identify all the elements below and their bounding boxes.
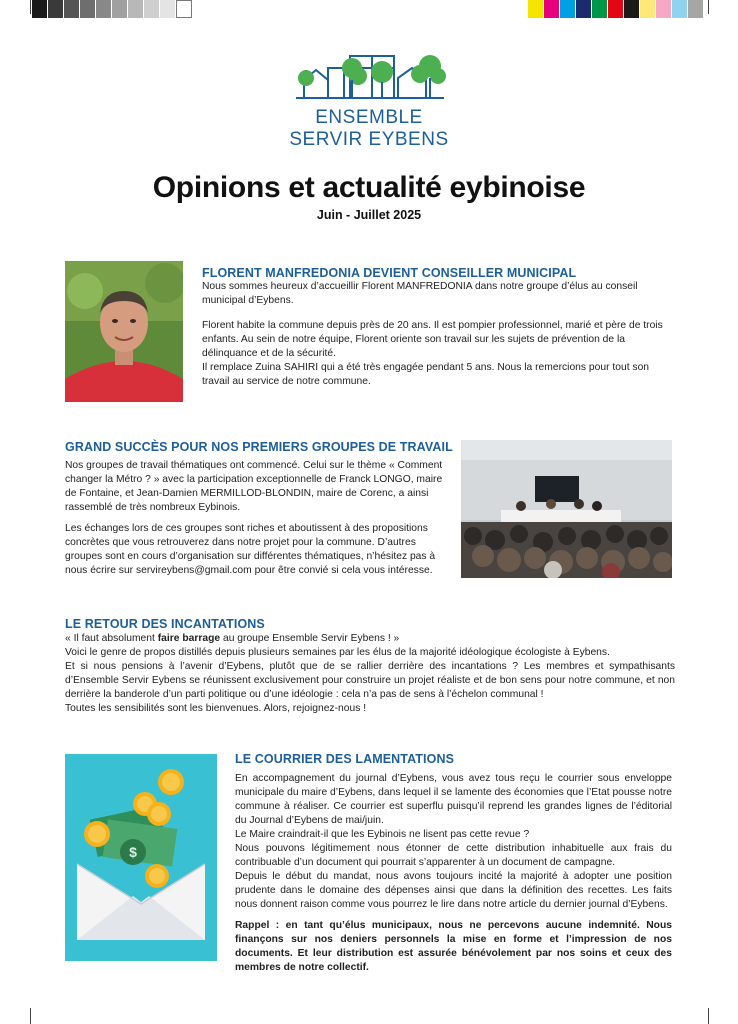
calibration-swatch bbox=[176, 0, 192, 18]
meeting-photo bbox=[461, 440, 672, 578]
calibration-swatch bbox=[688, 0, 704, 18]
calibration-swatch bbox=[160, 0, 176, 18]
section-body-florent bbox=[202, 280, 672, 389]
paragraph: Et si nous pensions à l’avenir d’Eybens, plutôt que de se rallier derrière des incantations ? Les membres et sympathisants d’Ensemble Servir Eybens se réunissent exclusivement pour construire un projet réaliste et de bon sens pour notre commune, et non derrière la banderole d’un parti politique ou d’une idéologie : cela n’a pas de sens à l’échelon communal ! bbox=[65, 661, 675, 700]
calibration-swatch bbox=[592, 0, 608, 18]
paragraph: Le Maire craindrait-il que les Eybinois ne lisent pas cette revue ? bbox=[235, 829, 530, 840]
grayscale-calibration-bar bbox=[32, 0, 192, 18]
calibration-swatch bbox=[672, 0, 688, 18]
logo-houses-trees-icon bbox=[292, 50, 448, 102]
crop-mark bbox=[30, 1008, 31, 1024]
paragraph: Voici le genre de propos distillés depuis plusieurs semaines par les élus de la majorité idéologique écologiste à Eybens. bbox=[65, 647, 610, 658]
page-title: Opinions et actualité eybinoise bbox=[152, 171, 586, 204]
calibration-swatch bbox=[144, 0, 160, 18]
calibration-swatch bbox=[96, 0, 112, 18]
quote-emphasis: faire barrage bbox=[157, 633, 221, 644]
section-heading-groupes-travail: GRAND SUCCÈS POUR NOS PREMIERS GROUPES DE TRAVAIL bbox=[65, 440, 453, 454]
paragraph: En accompagnement du journal d’Eybens, vous avez tous reçu le courrier sous enveloppe municipale du maire d’Eybens, dans lequel il se lamente des économies que l’Etat pousse notre commune à réaliser. Ce courrier est superflu puisqu’il reprend les grandes lignes de l’éditorial du Journal d’Eybens de mai/juin. bbox=[235, 773, 672, 826]
calibration-swatch bbox=[624, 0, 640, 18]
calibration-swatch bbox=[576, 0, 592, 18]
section-body-lamentations bbox=[235, 772, 672, 975]
crop-mark bbox=[708, 1008, 709, 1024]
crop-mark bbox=[708, 0, 709, 14]
svg-text:$: $ bbox=[129, 844, 137, 860]
quote-start: « Il faut absolument bbox=[65, 633, 158, 644]
calibration-swatch bbox=[32, 0, 48, 18]
paragraph: Nous pouvons légitimement nous étonner de cette distribution inhabituelle aux frais du contribuable d’un document qui pourrait s’apparenter à un document de campagne. bbox=[235, 843, 672, 868]
calibration-swatch bbox=[560, 0, 576, 18]
paragraph: Les échanges lors de ces groupes sont riches et aboutissent à des propositions concrètes que vous retrouverez dans notre projet pour la commune. D’autres groupes sont en cours d’organisation sur différentes thématiques, n’hésitez pas à nous écrire sur servireybens@gmail.com pour être convié si cela vous intéresse. bbox=[65, 523, 436, 576]
paragraph: Toutes les sensibilités sont les bienvenues. Alors, rejoignez-nous ! bbox=[65, 703, 367, 714]
calibration-swatch bbox=[128, 0, 144, 18]
section-heading-incantations: LE RETOUR DES INCANTATIONS bbox=[65, 617, 265, 631]
quote bbox=[65, 632, 675, 646]
calibration-swatch bbox=[112, 0, 128, 18]
reminder-text: Rappel : en tant qu’élus municipaux, nous ne percevons aucune indemnité. Nous finançons sur nos deniers personnels la mise en forme et l’impression de nos documents. Et leur distribution est assurée bénévolement par nos soins et ceux des membres de notre collectif. bbox=[235, 920, 672, 973]
paragraph: Depuis le début du mandat, nous avons toujours incité la majorité à adopter une position prudente dans le domaine des dépenses ainsi que dans la définition des recettes. Les faits nous donnent raison comme vous pourrez le lire dans notre article du dernier journal d’Eybens. bbox=[235, 871, 672, 910]
calibration-swatch bbox=[528, 0, 544, 18]
calibration-swatch bbox=[48, 0, 64, 18]
section-body-incantations bbox=[65, 632, 675, 716]
calibration-swatch bbox=[656, 0, 672, 18]
reminder-paragraph bbox=[235, 919, 672, 975]
calibration-swatch bbox=[544, 0, 560, 18]
calibration-swatch bbox=[80, 0, 96, 18]
crop-mark bbox=[30, 0, 31, 14]
portrait-photo bbox=[65, 261, 183, 402]
calibration-swatch bbox=[640, 0, 656, 18]
paragraph: Nos groupes de travail thématiques ont commencé. Celui sur le thème « Comment changer la Métro ? » avec la participation exceptionnelle de Franck LONGO, maire de Fontaine, et Jean-Damien MERMILLOD-BLONDIN, maire de Corenc, a ainsi rassemblé de très nombreux Eybinois. bbox=[65, 460, 443, 513]
envelope-money-illustration bbox=[65, 754, 217, 961]
color-calibration-bar bbox=[528, 0, 704, 18]
page-subtitle: Juin - Juillet 2025 bbox=[316, 208, 422, 222]
section-body-groupes-travail bbox=[65, 459, 450, 578]
paragraph: Il remplace Zuina SAHIRI qui a été très engagée pendant 5 ans. Nous la remercions pour tout son travail au service de notre commune. bbox=[202, 362, 650, 387]
logo-text-line2: SERVIR EYBENS bbox=[289, 129, 449, 150]
logo-text-line1: ENSEMBLE bbox=[315, 107, 423, 128]
calibration-swatch bbox=[64, 0, 80, 18]
quote-end: au groupe Ensemble Servir Eybens ! » bbox=[220, 633, 400, 644]
calibration-swatch bbox=[608, 0, 624, 18]
section-heading-lamentations: LE COURRIER DES LAMENTATIONS bbox=[235, 752, 455, 766]
paragraph: Florent habite la commune depuis près de 20 ans. Il est pompier professionnel, marié et père de trois enfants. Au sein de notre équipe, Florent oriente son travail sur les sujets de prévention de la délinquance et de la sécurité. bbox=[202, 320, 663, 359]
section-heading-florent: FLORENT MANFREDONIA DEVIENT CONSEILLER MUNICIPAL bbox=[202, 266, 577, 280]
paragraph: Nous sommes heureux d’accueillir Florent MANFREDONIA dans notre groupe d’élus au conseil municipal d’Eybens. bbox=[202, 281, 638, 306]
